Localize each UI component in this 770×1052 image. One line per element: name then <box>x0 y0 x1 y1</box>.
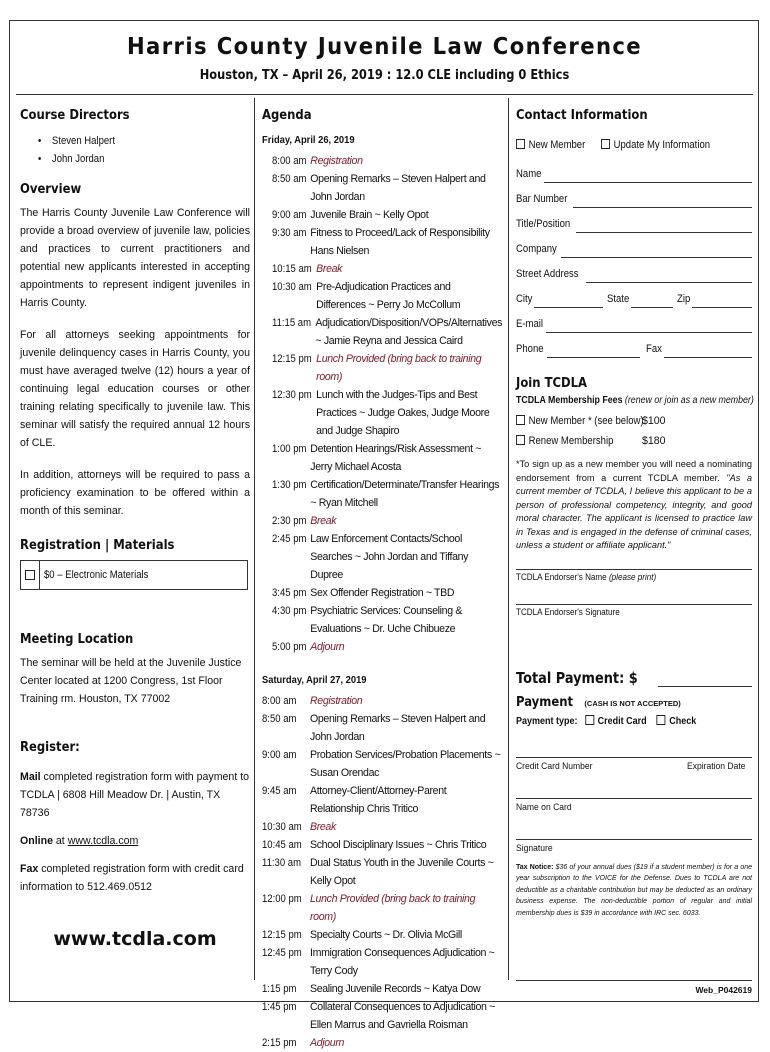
agenda-description: Break <box>316 263 343 275</box>
renew-checkbox[interactable] <box>516 435 525 445</box>
agenda-time: 8:00 am <box>262 695 297 707</box>
agenda-item <box>262 1034 502 1052</box>
agenda-description: Probation Services/Probation Placements ~ Susan Orendac <box>310 749 501 779</box>
agenda-time: 1:00 pm <box>272 443 307 455</box>
agenda-description: Adjudication/Disposition/VOPs/Alternatives ~ Jamie Reyna and Jessica Caird <box>315 317 503 347</box>
fax-field[interactable] <box>664 357 752 358</box>
agenda-column <box>262 106 502 1052</box>
agenda-description: Registration <box>310 155 363 167</box>
website-url[interactable]: www.tcdla.com <box>53 928 217 950</box>
agenda-item <box>262 944 502 980</box>
agenda-time: 12:30 pm <box>272 389 312 401</box>
register-online: Online at www.tcdla.com <box>20 835 139 847</box>
agenda-time: 8:50 am <box>272 173 307 185</box>
register-fax: Fax completed registration form with credit card information to 512.469.0512 <box>20 863 244 893</box>
agenda-item <box>262 746 502 782</box>
agenda-description: Lunch with the Judges-Tips and Best Practices ~ Judge Oakes, Judge Moore and Judge Shapiro <box>316 389 490 437</box>
overview-paragraph-2: For all attorneys seeking appointments for juvenile delinquency cases in Harris County, you must have averaged twelve (12) hours a year of continuing legal education courses or other training relating specifically to juvenile law. This seminar will satisfy the required annual 12 hours of CLE. <box>20 329 250 449</box>
agenda-item <box>262 890 502 926</box>
signature-label: Signature <box>516 842 553 854</box>
online-link[interactable]: www.tcdla.com <box>67 835 139 847</box>
agenda-time: 2:15 pm <box>262 1037 297 1049</box>
column-divider-left <box>254 98 255 980</box>
directors-list <box>20 132 250 168</box>
agenda-item <box>272 206 502 224</box>
agenda-item <box>272 170 502 206</box>
day1-heading: Friday, April 26, 2019 <box>262 135 355 146</box>
agenda-description: Lunch Provided (bring back to training room) <box>310 893 476 923</box>
update-info-checkbox[interactable] <box>601 139 610 149</box>
agenda-description: Detention Hearings/Risk Assessment ~ Jerry Michael Acosta <box>310 443 482 473</box>
agenda-time: 5:00 pm <box>272 641 307 653</box>
new-member-fee: $100 <box>642 415 666 427</box>
agenda-description: Specialty Courts ~ Dr. Olivia McGill <box>310 929 462 941</box>
payment-type-row: Payment type: Credit Card Check <box>516 715 697 727</box>
agenda-item <box>272 350 502 386</box>
contact-field-label: Bar Number <box>516 193 568 205</box>
agenda-time: 9:00 am <box>262 749 297 761</box>
agenda-time: 10:15 am <box>272 263 312 275</box>
email-row: E-mail <box>516 308 752 333</box>
city-state-zip-row: City State Zip <box>516 283 752 308</box>
agenda-item <box>272 530 502 584</box>
endorser-name-label: TCDLA Endorser's Name (please print) <box>516 571 657 582</box>
agenda-time: 10:45 am <box>262 839 302 851</box>
agenda-description: School Disciplinary Issues ~ Chris Tritico <box>310 839 487 851</box>
agenda-time: 9:45 am <box>262 785 297 797</box>
payment-heading-row: Payment (CASH IS NOT ACCEPTED) <box>516 693 681 710</box>
agenda-item <box>272 260 502 278</box>
agenda-description: Opening Remarks – Steven Halpert and John Jordan <box>310 713 486 743</box>
new-member-fee-row[interactable]: New Member * (see below) $100 <box>516 412 752 430</box>
tax-notice: Tax Notice: $36 of your annual dues ($19 if a student member) is for a one year subscription to the VOICE for the Defense. Dues to TCDLA are not deductible as a charitable contribution but may be deducted as an ordinary business expense. The non-deductible portion of regular and initial membership dues is $39 in accordance with IRC sec. 6033. <box>516 863 752 917</box>
join-heading: Join TCDLA <box>516 375 588 391</box>
course-directors-heading: Course Directors <box>20 107 130 123</box>
agenda-description: Adjourn <box>310 641 345 653</box>
agenda-item <box>272 440 502 476</box>
credit-card-checkbox[interactable] <box>585 715 594 725</box>
footer-code: Web_P042619 <box>516 980 752 995</box>
agenda-time: 10:30 am <box>262 821 302 833</box>
agenda-description: Certification/Determinate/Transfer Hearings ~ Ryan Mitchell <box>310 479 500 509</box>
agenda-item <box>272 602 502 638</box>
day2-heading: Saturday, April 27, 2019 <box>262 675 367 686</box>
new-member-option[interactable]: New Member <box>516 136 585 154</box>
contact-field-input[interactable] <box>544 182 752 183</box>
renew-fee-row[interactable]: Renew Membership $180 <box>516 432 752 450</box>
credit-card-option[interactable]: Credit Card <box>585 716 647 727</box>
agenda-description: Immigration Consequences Adjudication ~ Terry Cody <box>310 947 495 977</box>
agenda-description: Opening Remarks – Steven Halpert and John Jordan <box>310 173 486 203</box>
phone-fax-row: Phone Fax <box>516 333 752 358</box>
agenda-time: 11:15 am <box>272 317 312 329</box>
agenda-description: Sex Offender Registration ~ TBD <box>310 587 455 599</box>
agenda-description: Pre-Adjudication Practices and Differences ~ Perry Jo McCollum <box>316 281 461 311</box>
registration-heading: Registration | Materials <box>20 537 175 553</box>
agenda-time: 2:30 pm <box>272 515 307 527</box>
total-payment-row <box>516 669 752 687</box>
agenda-description: Attorney-Client/Attorney-Parent Relationship Chris Tritico <box>310 785 447 815</box>
agenda-time: 12:15 pm <box>272 353 312 365</box>
renew-fee: $180 <box>642 435 666 447</box>
register-heading: Register: <box>20 739 80 755</box>
agenda-time: 11:30 am <box>262 857 302 869</box>
agenda-time: 1:15 pm <box>262 983 297 995</box>
name-on-card-label: Name on Card <box>516 801 572 813</box>
state-field[interactable] <box>631 307 673 308</box>
agenda-description: Registration <box>310 695 363 707</box>
agenda-item <box>272 278 502 314</box>
contact-field-input[interactable] <box>561 257 752 258</box>
agenda-time: 8:50 am <box>262 713 297 725</box>
agenda-item <box>262 692 502 710</box>
agenda-time: 1:30 pm <box>272 479 307 491</box>
register-mail: Mail completed registration form with payment to TCDLA | 6808 Hill Meadow Dr. | Austin, TX 78736 <box>20 771 250 819</box>
agenda-item <box>262 818 502 836</box>
agenda-time: 4:30 pm <box>272 605 307 617</box>
agenda-description: Juvenile Brain ~ Kelly Opot <box>310 209 429 221</box>
overview-heading: Overview <box>20 181 82 197</box>
check-option[interactable]: Check <box>657 716 697 727</box>
agenda-item <box>262 854 502 890</box>
column-divider-right <box>508 98 509 980</box>
agenda-item <box>262 980 502 998</box>
contact-field-input[interactable] <box>586 282 753 283</box>
agenda-description: Lunch Provided (bring back to training room) <box>316 353 482 383</box>
left-column <box>20 106 250 896</box>
contact-fields <box>516 158 752 283</box>
agenda-time: 12:45 pm <box>262 947 302 959</box>
city-field[interactable] <box>534 307 602 308</box>
agenda-description: Break <box>310 821 336 833</box>
agenda-description: Adjourn <box>310 1037 345 1049</box>
agenda-time: 1:45 pm <box>262 1001 297 1013</box>
page-title: Harris County Juvenile Law Conference <box>126 34 643 60</box>
contact-field-label: Title/Position <box>516 218 571 230</box>
new-member-fee-checkbox[interactable] <box>516 415 525 425</box>
agenda-item <box>272 386 502 440</box>
agenda-item <box>262 782 502 818</box>
total-payment-field[interactable] <box>658 672 752 687</box>
agenda-item <box>262 998 502 1034</box>
new-member-checkbox[interactable] <box>516 139 525 149</box>
agenda-item <box>272 314 502 350</box>
agenda-description: Psychiatric Services: Counseling & Evaluations ~ Dr. Uche Chibueze <box>310 605 463 635</box>
page-header <box>16 22 753 95</box>
email-field[interactable] <box>546 332 752 333</box>
contact-field-row <box>516 208 752 233</box>
total-payment-label: Total Payment: $ <box>516 668 638 687</box>
director-item: • Steven Halpert <box>38 135 116 147</box>
endorser-signature-label: TCDLA Endorser's Signature <box>516 606 620 617</box>
agenda-item <box>262 926 502 944</box>
materials-option[interactable] <box>20 560 248 590</box>
agenda-description: Law Enforcement Contacts/School Searches ~ John Jordan and Tiffany Dupree <box>310 533 469 581</box>
agenda-item <box>272 584 502 602</box>
agenda-time: 10:30 am <box>272 281 312 293</box>
meeting-location-text: The seminar will be held at the Juvenile Justice Center located at 1200 Congress, 1st Floor Training rm. Houston, TX 77002 <box>20 657 242 705</box>
agenda-description: Sealing Juvenile Records ~ Katya Dow <box>310 983 481 995</box>
agenda-time: 9:00 am <box>272 209 307 221</box>
fees-label: TCDLA Membership Fees (renew or join as a new member) <box>516 395 754 406</box>
update-info-option[interactable]: Update My Information <box>601 136 710 154</box>
materials-label: $0 – Electronic Materials <box>44 569 149 581</box>
agenda-item <box>272 638 502 656</box>
overview-paragraph-3: In addition, attorneys will be required to pass a proficiency examination to be offered within a month of this seminar. <box>20 469 250 517</box>
agenda-time: 2:45 pm <box>272 533 307 545</box>
agenda-time: 12:00 pm <box>262 893 302 905</box>
contact-field-row <box>516 183 752 208</box>
signup-text: *To sign up as a new member you will need a nominating endorsement from a current TCDLA member. "As a current member of TCDLA, I believe this applicant to be a person of professional competency, integrity, and good moral character. The applicant is licensed to practice law in Texas and is engaged in the defense of criminal cases, unless a student or affiliate applicant." <box>516 459 752 550</box>
contact-field-row <box>516 233 752 258</box>
zip-field[interactable] <box>692 307 752 308</box>
contact-column <box>516 106 752 919</box>
contact-field-input[interactable] <box>573 207 752 208</box>
contact-field-input[interactable] <box>576 232 752 233</box>
day1-agenda <box>262 152 502 656</box>
agenda-time: 3:45 pm <box>272 587 307 599</box>
contact-field-label: Name <box>516 168 542 180</box>
agenda-time: 12:15 pm <box>262 929 302 941</box>
contact-field-row <box>516 258 752 283</box>
agenda-item <box>272 476 502 512</box>
day2-agenda <box>262 692 502 1052</box>
agenda-item <box>262 836 502 854</box>
credit-card-labels: Credit Card Number Expiration Date <box>516 760 746 772</box>
agenda-description: Break <box>310 515 337 527</box>
agenda-description: Fitness to Proceed/Lack of Responsibility Hans Nielsen <box>310 227 490 257</box>
agenda-description: Dual Status Youth in the Juvenile Courts ~ Kelly Opot <box>310 857 494 887</box>
agenda-item <box>272 152 502 170</box>
contact-field-row <box>516 158 752 183</box>
agenda-item <box>262 710 502 746</box>
agenda-description: Collateral Consequences to Adjudication ~ Ellen Marrus and Gavriella Roisman <box>310 1001 496 1031</box>
agenda-heading: Agenda <box>262 107 312 123</box>
meeting-location-heading: Meeting Location <box>20 631 134 647</box>
overview-paragraph-1: The Harris County Juvenile Law Conference will provide a broad overview of juvenile law, policies and practices to current practitioners and potential new applicants interested in accepting appointments to represent indigent juveniles in Harris County. <box>20 207 250 309</box>
contact-field-label: Company <box>516 243 557 255</box>
agenda-item <box>272 512 502 530</box>
page-subtitle: Houston, TX – April 26, 2019 : 12.0 CLE including 0 Ethics <box>199 68 570 83</box>
contact-heading: Contact Information <box>516 107 648 123</box>
phone-field[interactable] <box>547 357 641 358</box>
check-checkbox[interactable] <box>657 715 666 725</box>
member-type-row <box>516 136 752 154</box>
contact-field-label: Street Address <box>516 268 579 280</box>
agenda-item <box>272 224 502 260</box>
director-item: • John Jordan <box>38 153 105 165</box>
materials-checkbox[interactable] <box>25 570 35 580</box>
agenda-time: 9:30 am <box>272 227 307 239</box>
agenda-time: 8:00 am <box>272 155 307 167</box>
